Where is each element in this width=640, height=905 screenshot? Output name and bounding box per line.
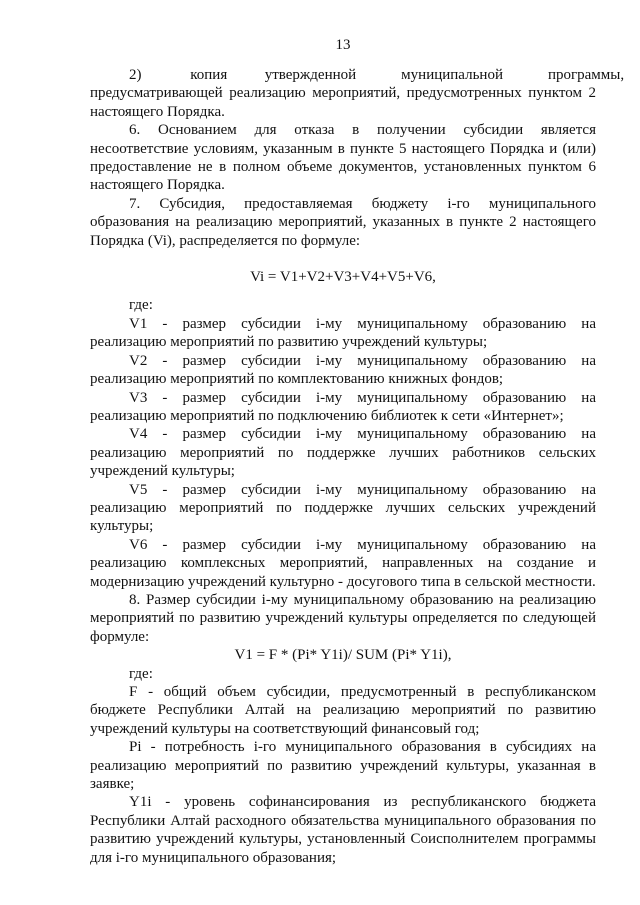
definition-f: F - общий объем субсидии, предусмотренный в республиканском бюджете Республики Алтай на реализацию мероприятий по развитию учреждений культуры на соответствующий финансовый год; <box>90 684 596 737</box>
definition-v1: V1 - размер субсидии i-му муниципальному образованию на реализацию мероприятий по развитию учреждений культуры; <box>90 315 596 351</box>
paragraph-6: 6. Основанием для отказа в получении субсидии является несоответствие условиям, указанным в пункте 5 настоящего Порядка и (или) предоставление не в полном объеме документов, установленных пунктом 6 настоящего Порядка. <box>90 122 596 194</box>
definition-y1i: Y1i - уровень софинансирования из республиканского бюджета Республики Алтай расходного обязательства муниципального образования по развитию учреждений культуры, установленный Соисполнителем программы для i-го муниципального образования; <box>90 794 596 866</box>
definition-v4: V4 - размер субсидии i-му муниципальному образованию на реализацию мероприятий по поддержке лучших работников сельских учреждений культуры; <box>90 426 596 480</box>
where-label: где: <box>129 665 153 682</box>
definition-pi: Pi - потребность i-го муниципального образования в субсидиях на реализацию мероприятий по развитию учреждений культуры, указанная в заявке; <box>90 739 596 793</box>
definition-v3: V3 - размер субсидии i-му муниципальному образованию на реализацию мероприятий по подключению библиотек к сети «Интернет»; <box>90 389 596 424</box>
document-body <box>90 66 625 867</box>
formula-v1: V1 = F * (Pi* Y1i)/ SUM (Pi* Y1i), <box>234 647 452 664</box>
definition-v6: V6 - размер субсидии i-му муниципальному образованию на реализацию комплексных мероприятий, направленных на создание и модернизацию учреждений культурно - досугового типа в сельской местности. <box>90 536 596 590</box>
where-label: где: <box>129 297 153 314</box>
definition-v5: V5 - размер субсидии i-му муниципальному образованию на реализацию мероприятий по поддержке лучших сельских учреждений культуры; <box>90 481 596 535</box>
paragraph-8: 8. Размер субсидии i-му муниципальному образованию на реализацию мероприятий по развитию учреждений культуры определяется по следующей формуле: <box>90 591 596 645</box>
paragraph-7: 7. Субсидия, предоставляемая бюджету i-го муниципального образования на реализацию мероприятий, указанных в пункте 2 настоящего Порядка (Vi), распределяется по формуле: <box>90 195 596 249</box>
paragraph-item-2: 2) копия утвержденной муниципальной программы, предусматривающей реализацию мероприятий, предусмотренных пунктом 2 настоящего Порядка. <box>90 67 625 120</box>
formula-vi: Vi = V1+V2+V3+V4+V5+V6, <box>250 269 436 286</box>
document-page <box>90 0 625 905</box>
definition-v2: V2 - размер субсидии i-му муниципальному образованию на реализацию мероприятий по комплектованию книжных фондов; <box>90 352 596 388</box>
page-number: 13 <box>335 37 351 53</box>
